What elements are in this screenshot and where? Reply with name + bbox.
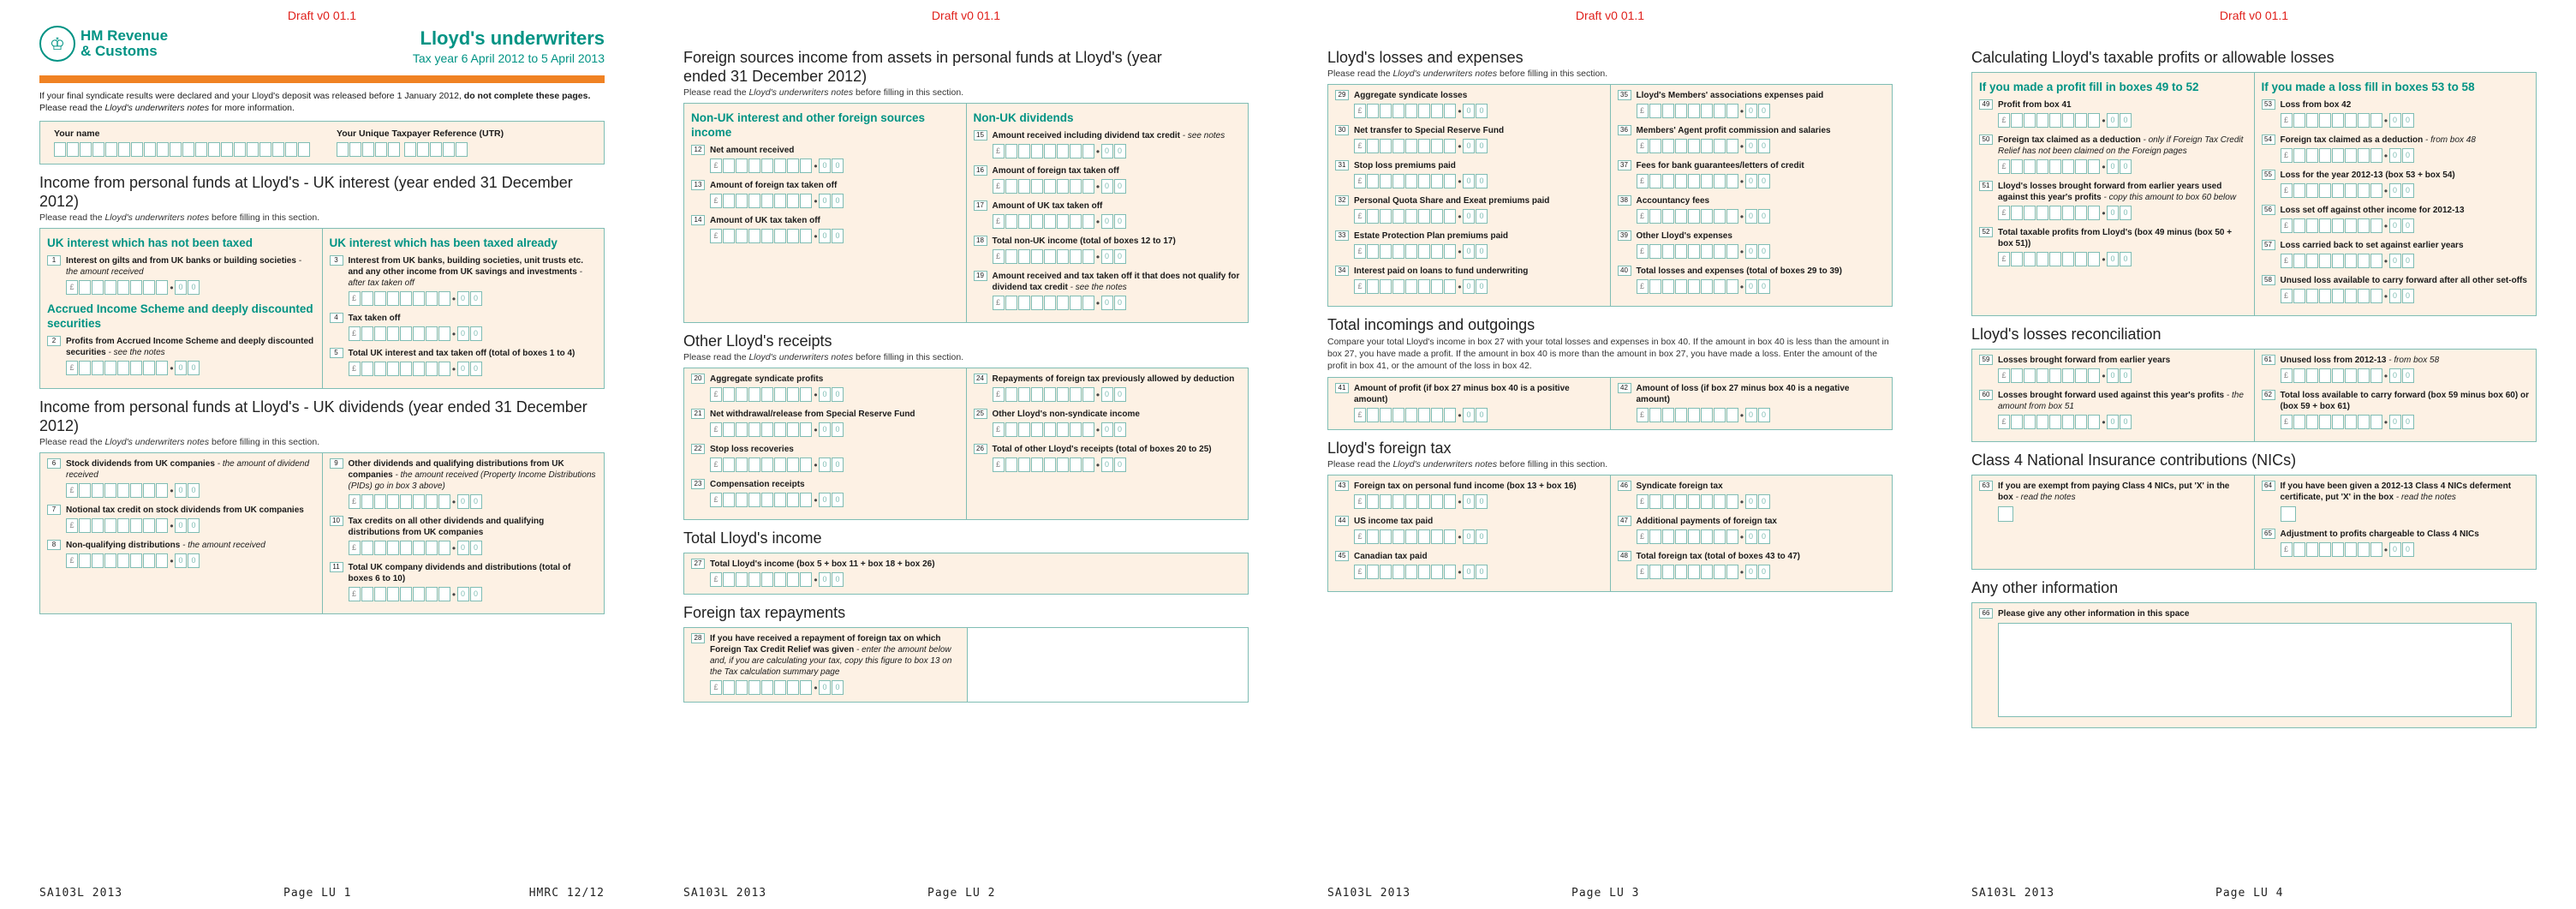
box-15: 15 Amount received including dividend tax credit - see notes £ • 0 0	[974, 130, 1242, 158]
section-foreign-repayments-title: Foreign tax repayments	[683, 604, 846, 621]
box-33-input[interactable]: £ • 0 0	[1354, 244, 1603, 259]
box-63-checkbox[interactable]	[1998, 506, 2013, 522]
box-26: 26 Total of other Lloyd's receipts (total of boxes 20 to 25) £ • 0 0	[974, 444, 1242, 472]
box-8: 8 Non-qualifying distributions - the amount received £ • 0 0	[47, 540, 315, 568]
box-58: 58 Unused loss available to carry forward after all other set-offs £ • 0 0	[2262, 275, 2530, 303]
section-nics-title: Class 4 National Insurance contributions (NICs)	[1971, 452, 2297, 469]
uk-dividends-panel	[39, 452, 605, 614]
uk-interest-panel	[39, 228, 605, 389]
box-19-input[interactable]: £ • 0 0	[993, 296, 1242, 310]
box-40: 40 Total losses and expenses (total of boxes 29 to 39) £ • 0 0	[1618, 266, 1886, 294]
section-note: Please read the Lloyd's underwriters notes before filling in this section.	[1327, 69, 1608, 79]
box-64-checkbox[interactable]	[2281, 506, 2296, 522]
box-5: 5 Total UK interest and tax taken off (total of boxes 1 to 4) £ • 0 0	[330, 348, 598, 376]
section-note: Please read the Lloyd's underwriters notes before filling in this section.	[39, 437, 320, 447]
section-other-info-title: Any other information	[1971, 579, 2119, 596]
page-lu3: Draft v0 01.1 Lloyd's losses and expenses Please read the Lloyd's underwriters notes before filling in this section. 29 Aggregate syndicate losses £ • 0 0 30 Net transfer to Special Reserve Fund £ • 0 0 31 Stop loss premiums paid £ • 0 0 32 Personal Quota Share and Exeat premiums paid £ • 0 0 33 Estate Protection Plan premiums paid £ • 0 0 34 Interest paid on loans to fund underwriting £ • 0 0 35 Lloyd's Members' associations expenses paid £ • 0 0 36 Members' Agent profit commission and salaries £ • 0 0 37 Fees for bank guarantees/letters of credit £ • 0 0 38 Accountancy fees £ • 0 0 39 Other Lloyd's expenses £ • 0 0 40 Total losses and expenses (total of boxes 29 to 39) £ • 0 0 Total incomings and outgoings Compare your total Lloyd's income in box 27 with your total losses and expenses in box 40. If the amount in box 40 is less than the amount in box 27, you have made a profit. If the amount in box 40 is more than the amount in box 27, you have made a loss. Enter the amount of the profit in box 41, or the amount of the loss in box 42. 41 Amount of profit (if box 27 minus box 40 is a positive amount) £ • 0 0 42 Amount of loss (if box 27 minus box 40 is a negative amount) £ • 0 0 Lloyd's foreign tax Please read the Lloyd's underwriters notes before filling in this section. 43 Foreign tax on personal fund income (box 13 + box 16) £ • 0 0 44 US income tax paid £ • 0 0 45 Canadian tax paid £ • 0 0 46 Syndicate foreign tax £ • 0 0 47 Additional payments of foreign tax £ • 0 0 48 Total foreign tax (total of boxes 43 to 47) £ • 0 0 SA103L 2013 Page LU 3	[1288, 0, 1932, 909]
box-28: 28 If you have received a repayment of foreign tax on which Foreign Tax Credit Relief was given - enter the amount below and, if you are calculating your tax, copy this figure to box 13 on the Tax calculation summary page £ • 0 0	[691, 633, 960, 695]
box-3-input[interactable]: £ • 0 0	[349, 291, 598, 306]
box-28-input[interactable]: £ • 0 0	[710, 680, 960, 695]
box-41-input[interactable]: £ • 0 0	[1354, 408, 1603, 422]
box-49-input[interactable]: £ • 0 0	[1998, 113, 2247, 128]
box-56: 56 Loss set off against other income for 2012-13 £ • 0 0	[2262, 205, 2530, 233]
box-29-input[interactable]: £ • 0 0	[1354, 104, 1603, 118]
box-55: 55 Loss for the year 2012-13 (box 53 + box 54) £ • 0 0	[2262, 170, 2530, 198]
your-name-input[interactable]	[54, 142, 311, 157]
box-30: 30 Net transfer to Special Reserve Fund £ • 0 0	[1335, 125, 1603, 153]
orange-bar	[39, 75, 605, 83]
intro-text: If your final syndicate results were declared and your Lloyd's deposit was released before 1 January 2012, do not complete these pages. Please read the Lloyd's underwriters notes for more information.	[39, 91, 591, 113]
box-7: 7 Notional tax credit on stock dividends from UK companies £ • 0 0	[47, 505, 315, 533]
box-11-input[interactable]: £ • 0 0	[349, 587, 598, 601]
box-60-input[interactable]: £ • 0 0	[1998, 415, 2247, 429]
accrued-heading: Accrued Income Scheme and deeply discounted securities	[47, 302, 313, 330]
section-note: Please read the Lloyd's underwriters notes before filling in this section.	[39, 212, 320, 223]
box-51-input[interactable]: £ • 0 0	[1998, 206, 2247, 220]
box-2: 2 Profits from Accrued Income Scheme and deeply discounted securities - see the notes £ • 0 0	[47, 336, 315, 375]
page-title: Lloyd's underwriters	[420, 27, 605, 49]
box-47-input[interactable]: £ • 0 0	[1637, 529, 1886, 544]
box-56-input[interactable]: £ • 0 0	[2281, 218, 2530, 233]
loss-heading: If you made a loss fill in boxes 53 to 58	[2261, 81, 2475, 93]
section-losses-title: Lloyd's losses and expenses	[1327, 49, 1524, 66]
box-43-input[interactable]: £ • 0 0	[1354, 494, 1603, 509]
box-17-input[interactable]: £ • 0 0	[993, 214, 1242, 229]
section-uk-interest-title: Income from personal funds at Lloyd's - UK interest (year ended 31 December 2012)	[39, 174, 573, 210]
box-23: 23 Compensation receipts £ • 0 0	[691, 479, 959, 507]
box-35-input[interactable]: £ • 0 0	[1637, 104, 1886, 118]
box-8-input[interactable]: £ • 0 0	[66, 553, 315, 568]
box-53-input[interactable]: £ • 0 0	[2281, 113, 2530, 128]
box-24-input[interactable]: £ • 0 0	[993, 387, 1242, 402]
box-33: 33 Estate Protection Plan premiums paid £ • 0 0	[1335, 230, 1603, 259]
box-39-input[interactable]: £ • 0 0	[1637, 244, 1886, 259]
page-subtitle: Tax year 6 April 2012 to 5 April 2013	[412, 51, 605, 65]
box-41: 41 Amount of profit (if box 27 minus box 40 is a positive amount) £ • 0 0	[1335, 383, 1603, 422]
logo-line1: HM Revenue	[80, 27, 169, 44]
box-36-input[interactable]: £ • 0 0	[1637, 139, 1886, 153]
box-54-input[interactable]: £ • 0 0	[2281, 148, 2530, 163]
box-46: 46 Syndicate foreign tax £ • 0 0	[1618, 481, 1886, 509]
nics-panel	[1971, 475, 2537, 570]
box-52-input[interactable]: £ • 0 0	[1998, 252, 2247, 266]
box-40-input[interactable]: £ • 0 0	[1637, 279, 1886, 294]
box-34-input[interactable]: £ • 0 0	[1354, 279, 1603, 294]
box-14-input[interactable]: £ • 0 0	[710, 229, 959, 243]
box-2-input[interactable]: £ • 0 0	[66, 361, 315, 375]
box-10: 10 Tax credits on all other dividends and qualifying distributions from UK companies £ • 0 0	[330, 516, 598, 555]
section-uk-dividends-title: Income from personal funds at Lloyd's - UK dividends (year ended 31 December 2012)	[39, 398, 587, 434]
box-24: 24 Repayments of foreign tax previously allowed by deduction £ • 0 0	[974, 374, 1242, 402]
box-60: 60 Losses brought forward used against this year's profits - the amount from box 51 £ • 0 0	[1979, 390, 2247, 429]
page-lu1: Draft v0 01.1 ♔ HM Revenue & Customs Lloyd's underwriters Tax year 6 April 2012 to 5 April 2013 If your final syndicate results were declared and your Lloyd's deposit was released before 1 January 2012, do not complete these pages. Please read the Lloyd's underwriters notes for more information. Your name Your Unique Taxpayer Reference (UTR) Income from personal funds at Lloyd's - UK interest (year ended 31 December 2012) Please read the Lloyd's underwriters notes before filling in this section. UK interest which has not been taxed 1 Interest on gilts and from UK banks or building societies - the amount received £ • 0 0 Accrued Income Scheme and deeply discounted securities 2 Profits from Accrued Income Scheme and deeply discounted securities - see the notes £ • 0 0 UK interest which has been taxed already 3 Interest from UK banks, building societies, unit trusts etc. and any other income from UK savings and investments - after tax taken off £ • 0 0 4 Tax taken off £ • 0 0 5 Total UK interest and tax taken off (total of boxes 1 to 4) £ • 0 0 Income from personal funds at Lloyd's - UK dividends (year ended 31 December 2012) Please read the Lloyd's underwriters notes before filling in this section. 6 Stock dividends from UK companies - the amount of dividend received £ • 0 0 7 Notional tax credit on stock dividends from UK companies £ • 0 0 8 Non-qualifying distributions - the amount received £ • 0 0 9 Other dividends and qualifying distributions from UK companies - the amount received (Property Income Distributions (PIDs) go in box 3 above) £ • 0 0 10 Tax credits on all other dividends and qualifying distributions from UK companies £ • 0 0 11 Total UK company dividends and distributions (total of boxes 6 to 10) £ • 0 0 SA103L 2013 Page LU 1 HMRC 12/12	[0, 0, 644, 909]
foreign-income-panel	[683, 103, 1249, 323]
box-7-input[interactable]: £ • 0 0	[66, 518, 315, 533]
box-20: 20 Aggregate syndicate profits £ • 0 0	[691, 374, 959, 402]
box-25: 25 Other Lloyd's non-syndicate income £ • 0 0	[974, 409, 1242, 437]
box-9: 9 Other dividends and qualifying distributions from UK companies - the amount received (Property Income Distributions (PIDs) go in box 3 above) £ • 0 0	[330, 458, 598, 509]
box-18: 18 Total non-UK income (total of boxes 12 to 17) £ • 0 0	[974, 236, 1242, 264]
box-4-input[interactable]: £ • 0 0	[349, 326, 598, 341]
box-64: 64 If you have been given a 2012-13 Class 4 NICs deferment certificate, put 'X' in the box - read the notes	[2262, 481, 2530, 522]
box-45: 45 Canadian tax paid £ • 0 0	[1335, 551, 1603, 579]
box-6: 6 Stock dividends from UK companies - the amount of dividend received £ • 0 0	[47, 458, 315, 498]
box-11: 11 Total UK company dividends and distributions (total of boxes 6 to 10) £ • 0 0	[330, 562, 598, 601]
box-50-input[interactable]: £ • 0 0	[1998, 159, 2247, 174]
crown-icon: ♔	[39, 26, 75, 62]
box-54: 54 Foreign tax claimed as a deduction - from box 48 £ • 0 0	[2262, 135, 2530, 163]
box-17: 17 Amount of UK tax taken off £ • 0 0	[974, 200, 1242, 229]
box-48-input[interactable]: £ • 0 0	[1637, 565, 1886, 579]
box-43: 43 Foreign tax on personal fund income (box 13 + box 16) £ • 0 0	[1335, 481, 1603, 509]
box-13-input[interactable]: £ • 0 0	[710, 194, 959, 208]
box-62: 62 Total loss available to carry forward (box 59 minus box 60) or (box 59 + box 61) £ • 0 0	[2262, 390, 2530, 429]
box-59-input[interactable]: £ • 0 0	[1998, 368, 2247, 383]
box-13: 13 Amount of foreign tax taken off £ • 0 0	[691, 180, 959, 208]
box-65: 65 Adjustment to profits chargeable to Class 4 NICs £ • 0 0	[2262, 529, 2530, 557]
box-15-input[interactable]: £ • 0 0	[993, 144, 1242, 158]
taxed-heading: UK interest which has been taxed already	[329, 236, 558, 249]
utr-input[interactable]	[337, 142, 504, 157]
box-58-input[interactable]: £ • 0 0	[2281, 289, 2530, 303]
box-32: 32 Personal Quota Share and Exeat premiums paid £ • 0 0	[1335, 195, 1603, 224]
box-6-input[interactable]: £ • 0 0	[66, 483, 315, 498]
incomings-explanation: Compare your total Lloyd's income in box 27 with your total losses and expenses in box 40. If the amount in box 40 is less than the amount in box 27, you have made a profit. If the amount in box 40 is more than the amount in box 27, you have made a loss. Enter the amount of the profit in box 41, or the amount of the loss in box 42.	[1327, 337, 1889, 371]
foreign-repayments-panel	[683, 627, 1249, 703]
box-10-input[interactable]: £ • 0 0	[349, 541, 598, 555]
section-note: Please read the Lloyd's underwriters notes before filling in this section.	[683, 352, 964, 362]
taxable-panel	[1971, 72, 2537, 316]
box-31-input[interactable]: £ • 0 0	[1354, 174, 1603, 188]
other-receipts-panel	[683, 368, 1249, 520]
total-income-panel	[683, 553, 1249, 595]
box-55-input[interactable]: £ • 0 0	[2281, 183, 2530, 198]
box-42-input[interactable]: £ • 0 0	[1637, 408, 1886, 422]
box-26-input[interactable]: £ • 0 0	[993, 457, 1242, 472]
box-32-input[interactable]: £ • 0 0	[1354, 209, 1603, 224]
box-16: 16 Amount of foreign tax taken off £ • 0 0	[974, 165, 1242, 194]
box-37: 37 Fees for bank guarantees/letters of credit £ • 0 0	[1618, 160, 1886, 188]
reconciliation-panel	[1971, 349, 2537, 442]
box-38-input[interactable]: £ • 0 0	[1637, 209, 1886, 224]
box-66-label: Please give any other information in this space	[1998, 609, 2190, 619]
box-16-input[interactable]: £ • 0 0	[993, 179, 1242, 194]
other-info-panel: 66 Please give any other information in this space	[1971, 602, 2537, 728]
incomings-panel	[1327, 377, 1893, 430]
box-19: 19 Amount received and tax taken off it that does not qualify for dividend tax credit - see the notes £ • 0 0	[974, 271, 1242, 310]
box-22: 22 Stop loss recoveries £ • 0 0	[691, 444, 959, 472]
box-57-input[interactable]: £ • 0 0	[2281, 254, 2530, 268]
non-uk-interest-heading: Non-UK interest and other foreign sources income	[691, 111, 926, 139]
box-50: 50 Foreign tax claimed as a deduction - only if Foreign Tax Credit Relief has not been claimed on the Foreign pages £ • 0 0	[1979, 135, 2247, 174]
box-47: 47 Additional payments of foreign tax £ • 0 0	[1618, 516, 1886, 544]
box-25-input[interactable]: £ • 0 0	[993, 422, 1242, 437]
box-5-input[interactable]: £ • 0 0	[349, 362, 598, 376]
section-incomings-title: Total incomings and outgoings	[1327, 316, 1535, 333]
your-name-label: Your name	[54, 129, 100, 139]
profit-heading: If you made a profit fill in boxes 49 to 52	[1979, 81, 2199, 93]
box-29: 29 Aggregate syndicate losses £ • 0 0	[1335, 90, 1603, 118]
box-45-input[interactable]: £ • 0 0	[1354, 565, 1603, 579]
box-18-input[interactable]: £ • 0 0	[993, 249, 1242, 264]
box-57: 57 Loss carried back to set against earlier years £ • 0 0	[2262, 240, 2530, 268]
box-66-textarea[interactable]	[1998, 623, 2512, 717]
box-38: 38 Accountancy fees £ • 0 0	[1618, 195, 1886, 224]
section-note: Please read the Lloyd's underwriters notes before filling in this section.	[1327, 459, 1608, 469]
box-52: 52 Total taxable profits from Lloyd's (box 49 minus (box 50 + box 51)) £ • 0 0	[1979, 227, 2247, 266]
foreign-tax-panel	[1327, 475, 1893, 592]
section-reconciliation-title: Lloyd's losses reconciliation	[1971, 326, 2162, 343]
box-22-input[interactable]: £ • 0 0	[710, 457, 959, 472]
section-foreign-tax-title: Lloyd's foreign tax	[1327, 440, 1452, 457]
box-37-input[interactable]: £ • 0 0	[1637, 174, 1886, 188]
section-note: Please read the Lloyd's underwriters notes before filling in this section.	[683, 87, 964, 98]
box-3: 3 Interest from UK banks, building societies, unit trusts etc. and any other income from UK savings and investments - after tax taken off £ • 0 0	[330, 255, 598, 306]
box-34: 34 Interest paid on loans to fund underwriting £ • 0 0	[1335, 266, 1603, 294]
box-63: 63 If you are exempt from paying Class 4 NICs, put 'X' in the box - read the notes	[1979, 481, 2247, 522]
draft-label: Draft v0 01.1	[931, 9, 1001, 22]
page-lu2: Draft v0 01.1 Foreign sources income from assets in personal funds at Lloyd's (year ended 31 December 2012) Please read the Lloyd's underwriters notes before filling in this section. Non-UK interest and other foreign sources income 12 Net amount received £ • 0 0 13 Amount of foreign tax taken off £ • 0 0 14 Amount of UK tax taken off £ • 0 0 Non-UK dividends 15 Amount received including dividend tax credit - see notes £ • 0 0 16 Amount of foreign tax taken off £ • 0 0 17 Amount of UK tax taken off £ • 0 0 18 Total non-UK income (total of boxes 12 to 17) £ • 0 0 19 Amount received and tax taken off it that does not qualify for dividend tax credit - see the notes £ • 0 0 Other Lloyd's receipts Please read the Lloyd's underwriters notes before filling in this section. 20 Aggregate syndicate profits £ • 0 0 21 Net withdrawal/release from Special Reserve Fund £ • 0 0 22 Stop loss recoveries £ • 0 0 23 Compensation receipts £ • 0 0 24 Repayments of foreign tax previously allowed by deduction £ • 0 0 25 Other Lloyd's non-syndicate income £ • 0 0 26 Total of other Lloyd's receipts (total of boxes 20 to 25) £ • 0 0 Total Lloyd's income 27 Total Lloyd's income (box 5 + box 11 + box 18 + box 26) £ • 0 0 Foreign tax repayments 28 If you have received a repayment of foreign tax on which Foreign Tax Credit Relief was given - enter the amount below and, if you are calculating your tax, copy this figure to box 13 on the Tax calculation summary page £ • 0 0 SA103L 2013 Page LU 2	[644, 0, 1288, 909]
box-61: 61 Unused loss from 2012-13 - from box 58 £ • 0 0	[2262, 355, 2530, 383]
box-12: 12 Net amount received £ • 0 0	[691, 145, 959, 173]
draft-label: Draft v0 01.1	[2219, 9, 2289, 22]
box-44: 44 US income tax paid £ • 0 0	[1335, 516, 1603, 544]
box-46-input[interactable]: £ • 0 0	[1637, 494, 1886, 509]
box-27: 27 Total Lloyd's income (box 5 + box 11 + box 18 + box 26) £ • 0 0	[691, 559, 1241, 587]
section-foreign-title: Foreign sources income from assets in personal funds at Lloyd's (year ended 31 December 2012)	[683, 49, 1162, 85]
name-utr-panel	[39, 121, 605, 164]
section-total-income-title: Total Lloyd's income	[683, 529, 822, 547]
box-9-input[interactable]: £ • 0 0	[349, 494, 598, 509]
losses-panel	[1327, 84, 1893, 307]
box-12-input[interactable]: £ • 0 0	[710, 158, 959, 173]
box-48: 48 Total foreign tax (total of boxes 43 to 47) £ • 0 0	[1618, 551, 1886, 579]
page-lu4: Draft v0 01.1 Calculating Lloyd's taxable profits or allowable losses If you made a profit fill in boxes 49 to 52 49 Profit from box 41 £ • 0 0 50 Foreign tax claimed as a deduction - only if Foreign Tax Credit Relief has not been claimed on the Foreign pages £ • 0 0 51 Lloyd's losses brought forward from earlier years used against this year's profits - copy this amount to box 60 below £ • 0 0 52 Total taxable profits from Lloyd's (box 49 minus (box 50 + box 51)) £ • 0 0 If you made a loss fill in boxes 53 to 58 53 Loss from box 42 £ • 0 0 54 Foreign tax claimed as a deduction - from box 48 £ • 0 0 55 Loss for the year 2012-13 (box 53 + box 54) £ • 0 0 56 Loss set off against other income for 2012-13 £ • 0 0 57 Loss carried back to set against earlier years £ • 0 0 58 Unused loss available to carry forward after all other set-offs £ • 0 0 Lloyd's losses reconciliation 59 Losses brought forward from earlier years £ • 0 0 60 Losses brought forward used against this year's profits - the amount from box 51 £ • 0 0 61 Unused loss from 2012-13 - from box 58 £ • 0 0 62 Total loss available to carry forward (box 59 minus box 60) or (box 59 + box 61) £ • 0 0 Class 4 National Insurance contributions (NICs) 63 If you are exempt from paying Class 4 NICs, put 'X' in the box - read the notes 64 If you have been given a 2012-13 Class 4 NICs deferment certificate, put 'X' in the box - read the notes 65 Adjustment to profits chargeable to Class 4 NICs £ • 0 0 Any other information 66 Please give any other information in this space SA103L 2013 Page LU 4	[1932, 0, 2576, 909]
box-36: 36 Members' Agent profit commission and salaries £ • 0 0	[1618, 125, 1886, 153]
box-31: 31 Stop loss premiums paid £ • 0 0	[1335, 160, 1603, 188]
box-21-input[interactable]: £ • 0 0	[710, 422, 959, 437]
draft-label: Draft v0 01.1	[287, 9, 357, 22]
box-62-input[interactable]: £ • 0 0	[2281, 415, 2530, 429]
box-35: 35 Lloyd's Members' associations expenses paid £ • 0 0	[1618, 90, 1886, 118]
draft-label: Draft v0 01.1	[1575, 9, 1645, 22]
utr-label: Your Unique Taxpayer Reference (UTR)	[337, 129, 504, 139]
box-42: 42 Amount of loss (if box 27 minus box 40 is a negative amount) £ • 0 0	[1618, 383, 1886, 422]
untaxed-heading: UK interest which has not been taxed	[47, 236, 253, 249]
box-27-input[interactable]: £ • 0 0	[710, 572, 1241, 587]
non-uk-dividends-heading: Non-UK dividends	[973, 111, 1074, 124]
box-21: 21 Net withdrawal/release from Special Reserve Fund £ • 0 0	[691, 409, 959, 437]
section-taxable-title: Calculating Lloyd's taxable profits or allowable losses	[1971, 49, 2334, 66]
box-61-input[interactable]: £ • 0 0	[2281, 368, 2530, 383]
box-1-input[interactable]: £ • 0 0	[66, 280, 315, 295]
section-other-receipts-title: Other Lloyd's receipts	[683, 332, 832, 350]
box-4: 4 Tax taken off £ • 0 0	[330, 313, 598, 341]
box-59: 59 Losses brought forward from earlier years £ • 0 0	[1979, 355, 2247, 383]
box-1: 1 Interest on gilts and from UK banks or building societies - the amount received £ • 0 0	[47, 255, 315, 295]
box-44-input[interactable]: £ • 0 0	[1354, 529, 1603, 544]
box-14: 14 Amount of UK tax taken off £ • 0 0	[691, 215, 959, 243]
box-49: 49 Profit from box 41 £ • 0 0	[1979, 99, 2247, 128]
box-39: 39 Other Lloyd's expenses £ • 0 0	[1618, 230, 1886, 259]
logo-line2: & Customs	[80, 43, 158, 59]
box-51: 51 Lloyd's losses brought forward from earlier years used against this year's profits - copy this amount to box 60 below £ • 0 0	[1979, 181, 2247, 220]
box-23-input[interactable]: £ • 0 0	[710, 493, 959, 507]
box-30-input[interactable]: £ • 0 0	[1354, 139, 1603, 153]
box-65-input[interactable]: £ • 0 0	[2281, 542, 2530, 557]
box-53: 53 Loss from box 42 £ • 0 0	[2262, 99, 2530, 128]
box-20-input[interactable]: £ • 0 0	[710, 387, 959, 402]
